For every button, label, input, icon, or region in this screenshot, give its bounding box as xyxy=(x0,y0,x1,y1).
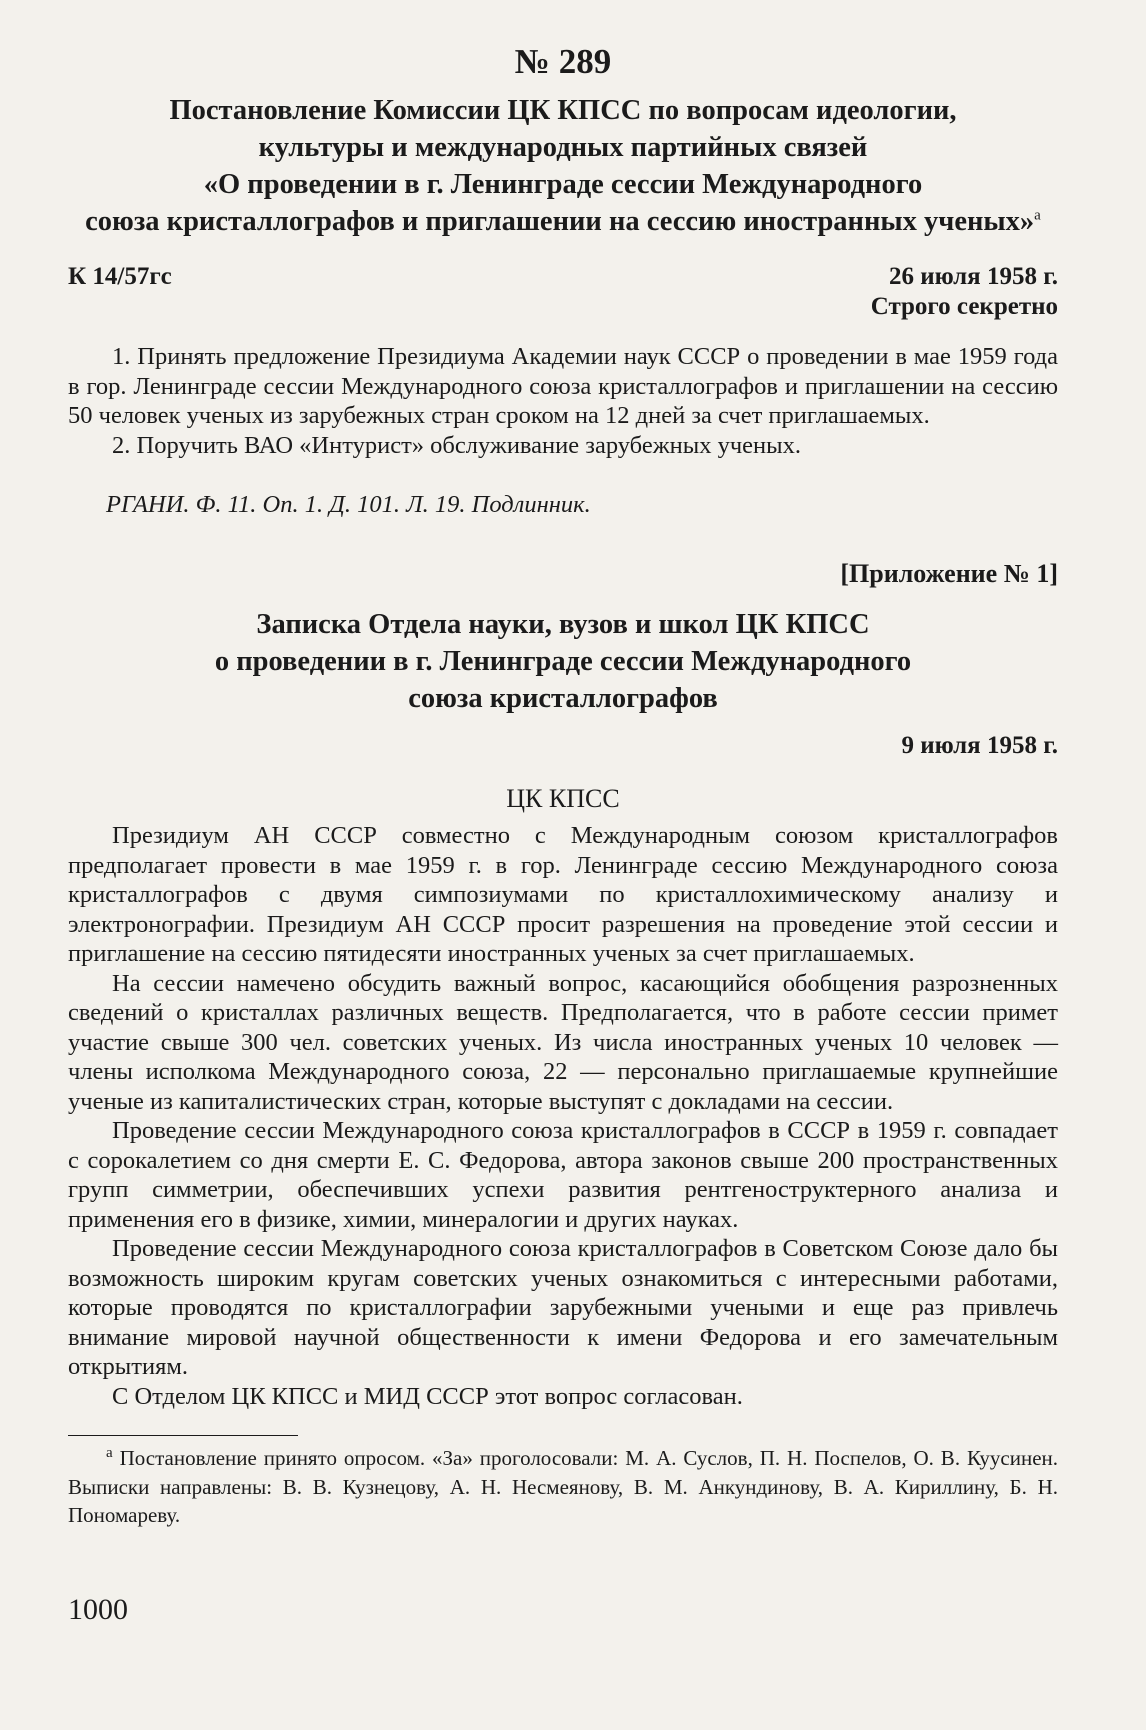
footnote-text: Постановление принято опросом. «За» проголосовали: М. А. Суслов, П. Н. Поспелов, О. В. Куусинен. Выписки направлены: В. В. Кузнецову, А. Н. Несмеянову, В. М. Анкундинову, В. А. Кириллину, Б. Н. Пономареву. xyxy=(68,1446,1059,1527)
resolution-title xyxy=(68,92,1058,240)
footnote-divider xyxy=(68,1435,298,1436)
appendix-title-line: союза кристаллографов xyxy=(408,683,718,714)
memo-paragraph: На сессии намечено обсудить важный вопрос, касающийся обобщения разрозненных сведений о кристаллах различных веществ. Предполагается, что в работе сессии примет участие свыше 300 чел. советских ученых. Из числа иностранных ученых 10 человек — члены исполкома Международного союза, 22 — персонально приглашаемые крупнейшие ученые из капиталистических стран, которые выступят с докладами на сессии. xyxy=(68,969,1058,1115)
page-number: 1000 xyxy=(68,1593,128,1626)
classification-stamp: Строго секретно xyxy=(870,293,1058,320)
memo-paragraph: Президиум АН СССР совместно с Международным союзом кристаллографов предполагает провести в мае 1959 г. в гор. Ленинграде сессию Международного союза кристаллографов с двумя симпозиумами по кристаллохимическому анализу и электронографии. Президиум АН СССР просит разрешения на проведение этой сессии и приглашение на сессию пятидесяти иностранных ученых за счет приглашаемых. xyxy=(68,822,1058,967)
archive-source: РГАНИ. Ф. 11. Оп. 1. Д. 101. Л. 19. Подлинник. xyxy=(106,491,591,518)
document-number: № 289 xyxy=(514,42,612,81)
addressee: ЦК КПСС xyxy=(506,784,620,813)
resolution-title-line: «О проведении в г. Ленинграде сессии Международного xyxy=(203,169,923,200)
resolution-item: 1. Принять предложение Президиума Академии наук СССР о проведении в мае 1959 года в гор. Ленинграде сессии Международного союза кристаллографов и приглашении на сессию 50 человек ученых из зарубежных стран сроком на 12 дней за счет приглашаемых. xyxy=(68,343,1058,429)
footnote-reference: а xyxy=(1034,207,1041,224)
document-date-block xyxy=(871,262,1058,322)
appendix-label: [Приложение № 1] xyxy=(840,559,1058,588)
document-date: 26 июля 1958 г. xyxy=(889,263,1058,290)
footnote-mark: а xyxy=(106,1445,113,1461)
memo-paragraph: Проведение сессии Международного союза кристаллографов в СССР в 1959 г. совпадает с сорокалетием со дня смерти Е. С. Федорова, автора законов свыше 200 пространственных групп симметрии, обеспечивших успехи развития рентгеноструктерного анализа и применения его в физике, химии, минералогии и других науках. xyxy=(68,1117,1058,1233)
footnote xyxy=(68,1444,1058,1530)
memo-paragraph: С Отделом ЦК КПСС и МИД СССР этот вопрос согласован. xyxy=(112,1382,743,1410)
appendix-title xyxy=(68,606,1058,717)
resolution-item: 2. Поручить ВАО «Интурист» обслуживание зарубежных ученых. xyxy=(112,431,801,459)
document-page xyxy=(68,40,1058,1530)
resolution-title-line: культуры и международных партийных связей xyxy=(258,132,868,163)
document-meta xyxy=(68,262,1058,322)
memo-paragraph: Проведение сессии Международного союза кристаллографов в Советском Союзе дало бы возможность широким кругам советских ученых ознакомиться с интересными работами, которые проводятся по кристаллографии зарубежными учеными и еще раз привлечь внимание мировой научной общественности к имени Федорова и его замечательным открытиям. xyxy=(68,1235,1058,1380)
resolution-title-line: Постановление Комиссии ЦК КПСС по вопросам идеологии, xyxy=(169,95,957,126)
resolution-title-line-text: союза кристаллографов и приглашении на сессию иностранных ученых» xyxy=(85,206,1035,237)
resolution-title-line xyxy=(68,203,1058,240)
document-reference: К 14/57гс xyxy=(68,263,172,290)
appendix-title-line: о проведении в г. Ленинграде сессии Международного xyxy=(214,646,912,677)
appendix-title-line: Записка Отдела науки, вузов и школ ЦК КПСС xyxy=(256,609,870,640)
appendix-date: 9 июля 1958 г. xyxy=(901,732,1058,759)
